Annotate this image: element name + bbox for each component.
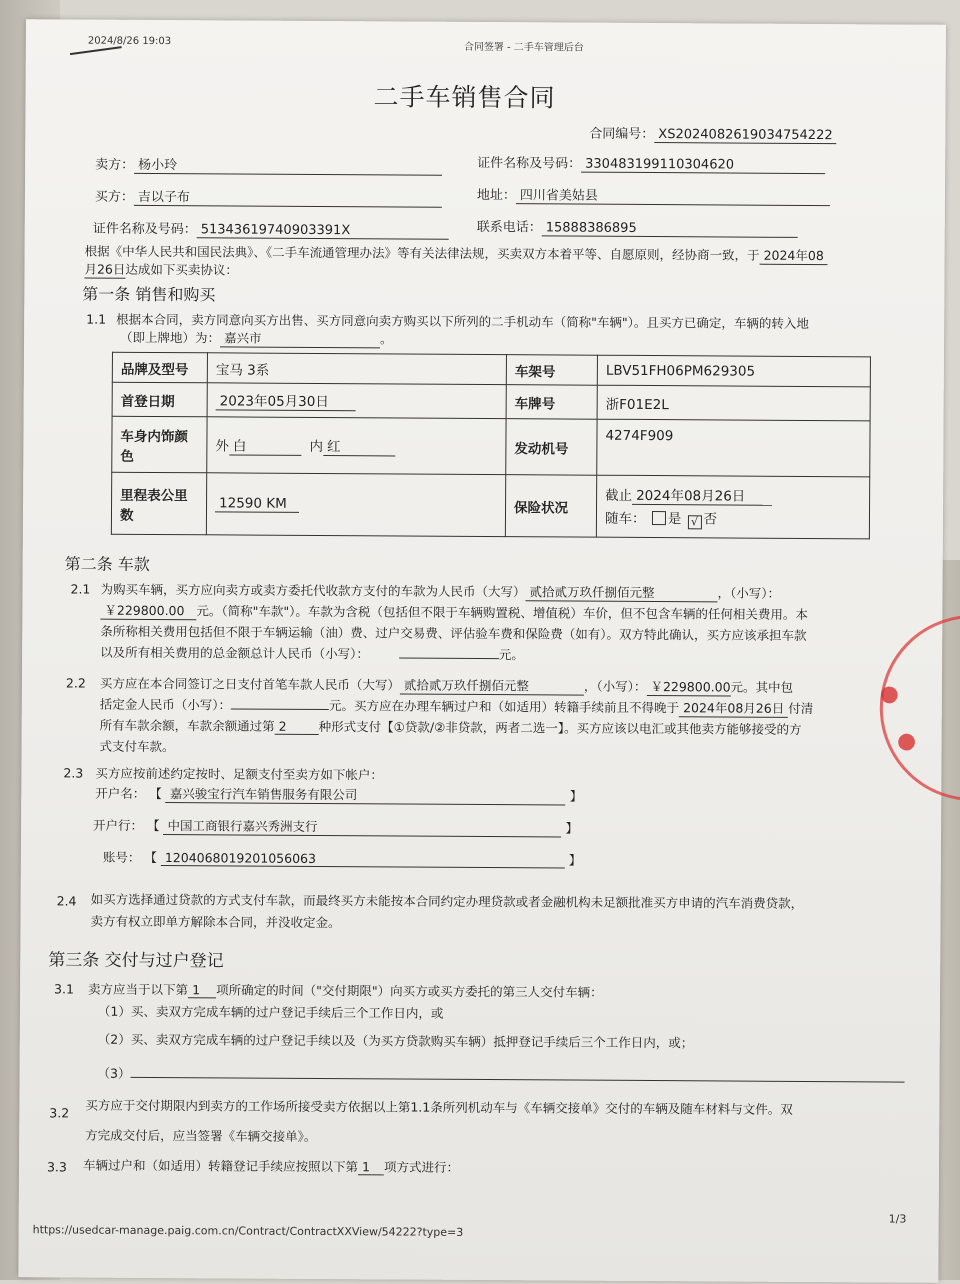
with-car-row (605, 507, 861, 531)
no-checkbox: √ (687, 515, 701, 529)
article-3-2-num: 3.2 (49, 1105, 70, 1121)
article-2-1-c: 元。（简称"车款"）。车款为含税（包括但不限于车辆购置税、增值税）车价，但不包含车辆的任何相关费用。本 (196, 603, 808, 622)
preamble-date-day: 月26日 (84, 261, 126, 277)
article-3-1-a: 卖方应当于以下第 (88, 981, 189, 998)
color-cell (207, 417, 506, 475)
article-1-1-num: 1.1 (86, 311, 107, 327)
address: 四川省美姑县 (516, 184, 830, 206)
address-label: 地址： (476, 187, 517, 204)
article-2-3-num: 2.3 (63, 765, 84, 781)
preamble-line2 (84, 260, 238, 280)
seller-id-row (477, 152, 825, 174)
payoff-date: 2024年08月26日 (679, 698, 788, 718)
reg-date-value: 2023年05月30日 (216, 389, 356, 411)
document-title: 二手车销售合同 (373, 82, 556, 113)
account-no-label: 账号： (102, 849, 141, 865)
article-2-2-g: 所有车款余额，车款余额通过第 (99, 717, 275, 734)
delivery-item: 1 (188, 982, 216, 998)
table-row (112, 416, 870, 477)
preamble-date-year: 2024年08 (760, 246, 828, 265)
mileage-cell (206, 473, 505, 537)
article-3-title: 第三条 交付与过户登记 (48, 950, 224, 972)
buyer-row (95, 186, 442, 208)
brand-label: 品牌及型号 (112, 352, 207, 383)
article-3-2-b: 方完成交付后，应当签署《车辆交接单》。 (85, 1127, 317, 1144)
article-1-1-text1: 根据本合同，卖方同意向买方出售、买方同意向卖方购买以下所列的二手机动车（简称"车辆"）。且买方已确定，车辆的转入地 (116, 311, 809, 331)
print-url: https://usedcar-manage.paig.com.cn/Contract/ContractXXView/54222?type=3 (32, 1223, 464, 1239)
table-row (111, 472, 869, 539)
article-2-1-e-end: 元。 (498, 647, 524, 663)
insurance-until-label: 截止 (605, 487, 633, 504)
article-2-1-line2 (100, 601, 808, 624)
article-2-2-b: ，（小写）： (583, 678, 647, 694)
price-upper: 贰拾贰万玖仟捌佰元整 (525, 582, 717, 602)
article-2-2-line3 (100, 716, 802, 738)
first-payment-lower: ￥229800.00 (646, 677, 730, 697)
article-2-3-a: 买方应按前述约定按时、足额支付至卖方如下帐户： (95, 765, 383, 783)
article-3-1-line1 (88, 980, 603, 1001)
article-3-1-opt3-blank (130, 1077, 904, 1083)
print-timestamp: 2024/8/26 19:03 (87, 35, 172, 48)
article-3-1-opt1: （1）买、卖双方完成车辆的过户登记手续后三个工作日内，或 (97, 1003, 444, 1021)
article-3-1-opt2: （2）买、卖双方完成车辆的过户登记手续以及（为买方贷款购买车辆）抵押登记手续后三个工作日内，或； (97, 1031, 694, 1051)
account-no: 1204068019201056063 (161, 850, 565, 868)
article-2-4-a: 如买方选择通过贷款的方式支付车款，而最终买方未能按本合同约定办理贷款或者金融机构未足额批准买方申请的汽车消费贷款， (90, 891, 804, 911)
article-2-2-f: 付清 (788, 700, 814, 717)
preamble-text: 根据《中华人民共和国民法典》、《二手车流通管理办法》等有关法律法规，买卖双方本着平等、自愿原则，经协商一致，于 (84, 243, 760, 263)
brand-value: 宝马 3系 (207, 353, 506, 385)
preamble-tail: 达成如下买卖协议： (125, 261, 238, 278)
account-name-row: 开户名： 【 嘉兴骏宝行汽车销售服务有限公司 】 (95, 785, 583, 804)
price-lower: ￥229800.00 (100, 601, 196, 621)
deposit-amount (231, 708, 329, 710)
with-car-label: 随车： (604, 510, 646, 527)
article-3-3-num: 3.3 (46, 1159, 67, 1175)
buyer-id: 51343619740903391X (197, 222, 449, 240)
insurance-until-row (605, 484, 861, 507)
article-2-1-line1 (100, 580, 780, 603)
article-2-2-h: 种形式支付【①贷款/②非贷款，两者二选一】。买方应该以电汇或其他卖方能够接受的方 (318, 718, 802, 737)
seller-row (95, 154, 442, 176)
article-2-2-line1 (100, 674, 793, 697)
insurance-until: 2024年08月26日 (632, 484, 772, 506)
contract-no-label: 合同编号： (589, 126, 655, 143)
phone-row (477, 216, 798, 238)
color-label: 车身内饰颜色 (112, 416, 207, 473)
plate-value: 浙F01E2L (597, 385, 870, 421)
exterior-label: 外 (215, 438, 229, 455)
plate-label: 车牌号 (506, 385, 597, 420)
article-2-2-line2 (100, 695, 814, 718)
article-3-2-a: 买方应于交付期限内到卖方的工作场所接受卖方依据以上第1.1条所列机动车与《车辆交接单》交付的车辆及随车材料与文件。双 (85, 1097, 793, 1117)
engine-value: 4274F909 (597, 419, 870, 477)
account-name-label: 开户名： (95, 785, 146, 801)
interior-color: 红 (323, 435, 395, 456)
article-3-1-opt3-label: （3） (97, 1065, 131, 1081)
page-number: 1/3 (888, 1212, 907, 1226)
company-seal-icon: ● ● (850, 585, 960, 832)
first-payment-upper: 贰拾贰万玖仟捌佰元整 (400, 675, 584, 695)
address-row (477, 184, 830, 206)
contract-paper (18, 19, 946, 1283)
article-2-1-num: 2.1 (70, 581, 91, 597)
buyer-id-row (93, 218, 449, 240)
destination-city: 嘉兴市 (220, 328, 380, 348)
article-2-1-line4 (100, 643, 524, 664)
article-3-3-b: 项方式进行： (383, 1159, 460, 1175)
article-1-1-line2 (120, 328, 393, 349)
bank-row: 开户行： 【 中国工商银行嘉兴秀洲支行 】 (93, 817, 579, 836)
phone: 15888386895 (542, 220, 798, 238)
account-name: 嘉兴骏宝行汽车销售服务有限公司 (166, 784, 566, 805)
table-row (112, 352, 870, 387)
insurance-label: 保险状况 (505, 475, 596, 538)
mileage-label: 里程表公里数 (111, 472, 206, 535)
article-1-1-text2: （即上牌地）为： (120, 329, 221, 346)
contract-no-row (589, 123, 836, 145)
buyer-label: 买方： (94, 189, 134, 205)
exterior-color: 白 (229, 434, 301, 455)
vehicle-table (111, 352, 871, 540)
pen-mark (70, 46, 122, 55)
engine-label: 发动机号 (506, 419, 597, 476)
article-2-2-num: 2.2 (65, 675, 86, 691)
article-1-title: 第一条 销售和购买 (82, 284, 216, 305)
interior-label: 内 (309, 438, 324, 456)
vin-label: 车架号 (506, 355, 597, 386)
buyer-id-label: 证件名称及号码： (92, 221, 197, 238)
article-2-2-i: 式支付车款。 (99, 738, 175, 755)
article-3-3-a: 车辆过户和（如适用）转籍登记手续应按照以下第 (82, 1157, 359, 1175)
phone-label: 联系电话： (476, 219, 542, 236)
yes-label: 是 (667, 511, 682, 528)
mileage-value: 12590 KM (215, 495, 299, 513)
transfer-item: 1 (358, 1159, 384, 1175)
article-2-2-d: 括定金人民币（小写）： (99, 696, 232, 713)
yes-checkbox (652, 511, 666, 525)
no-label: 否 (703, 511, 718, 528)
contract-no: XS2024082619034754222 (654, 127, 836, 144)
article-2-2-a: 买方应在本合同签订之日支付首笔车款人民币（大写） (99, 675, 401, 693)
payment-method: 2 (275, 719, 319, 735)
seller-id: 330483199110304620 (581, 157, 825, 174)
article-2-4-b: 卖方有权立即单方解除本合同，并没收定金。 (90, 913, 341, 931)
reg-date-cell (207, 383, 506, 419)
vin-value: LBV51FH06PM629305 (597, 355, 870, 387)
article-3-3-line (83, 1156, 459, 1176)
bank-label: 开户行： (93, 817, 144, 833)
table-row (112, 382, 870, 421)
article-1-1-end: 。 (380, 331, 393, 347)
article-3-1-opt3 (98, 1064, 905, 1087)
article-3-1-b: 项所确定的时间（"交付期限"）向买方或买方委托的第三人交付车辆： (216, 982, 603, 1000)
article-2-1-b: ，（小写）： (717, 585, 781, 601)
article-2-title: 第二条 车款 (64, 554, 150, 574)
article-3-1-num: 3.1 (54, 981, 75, 997)
bank-name: 中国工商银行嘉兴秀洲支行 (163, 816, 561, 837)
article-2-1-a: 为购买车辆，买方应向卖方或卖方委托代收款方支付的车款为人民币（大写） (100, 581, 526, 600)
seller-id-label: 证件名称及号码： (477, 155, 582, 172)
article-2-2-c: 元。其中包 (730, 679, 794, 695)
article-2-1-d: 条所称相关费用包括但不限于车辆运输（油）费、过户交易费、评估验车费和保险费（如有）。双方特此确认，买方应该承担车款 (100, 623, 807, 643)
print-page-title: 合同签署 - 二手车管理后台 (463, 41, 584, 54)
article-2-4-num: 2.4 (56, 893, 77, 909)
total-amount (399, 657, 499, 659)
buyer-name: 吉以子布 (134, 186, 442, 208)
reg-date-label: 首登日期 (112, 382, 207, 417)
article-2-2-e: 元。买方应在办理车辆过户和（如适用）转籍手续前且不得晚于 (329, 698, 680, 716)
account-no-row: 账号： 【 1204068019201056063 】 (102, 849, 582, 868)
seller-name: 杨小玲 (134, 154, 442, 176)
seller-label: 卖方： (95, 157, 135, 173)
article-2-1-e: 以及所有相关费用的总金额总计人民币（小写）： (100, 644, 369, 662)
insurance-cell (596, 475, 869, 539)
